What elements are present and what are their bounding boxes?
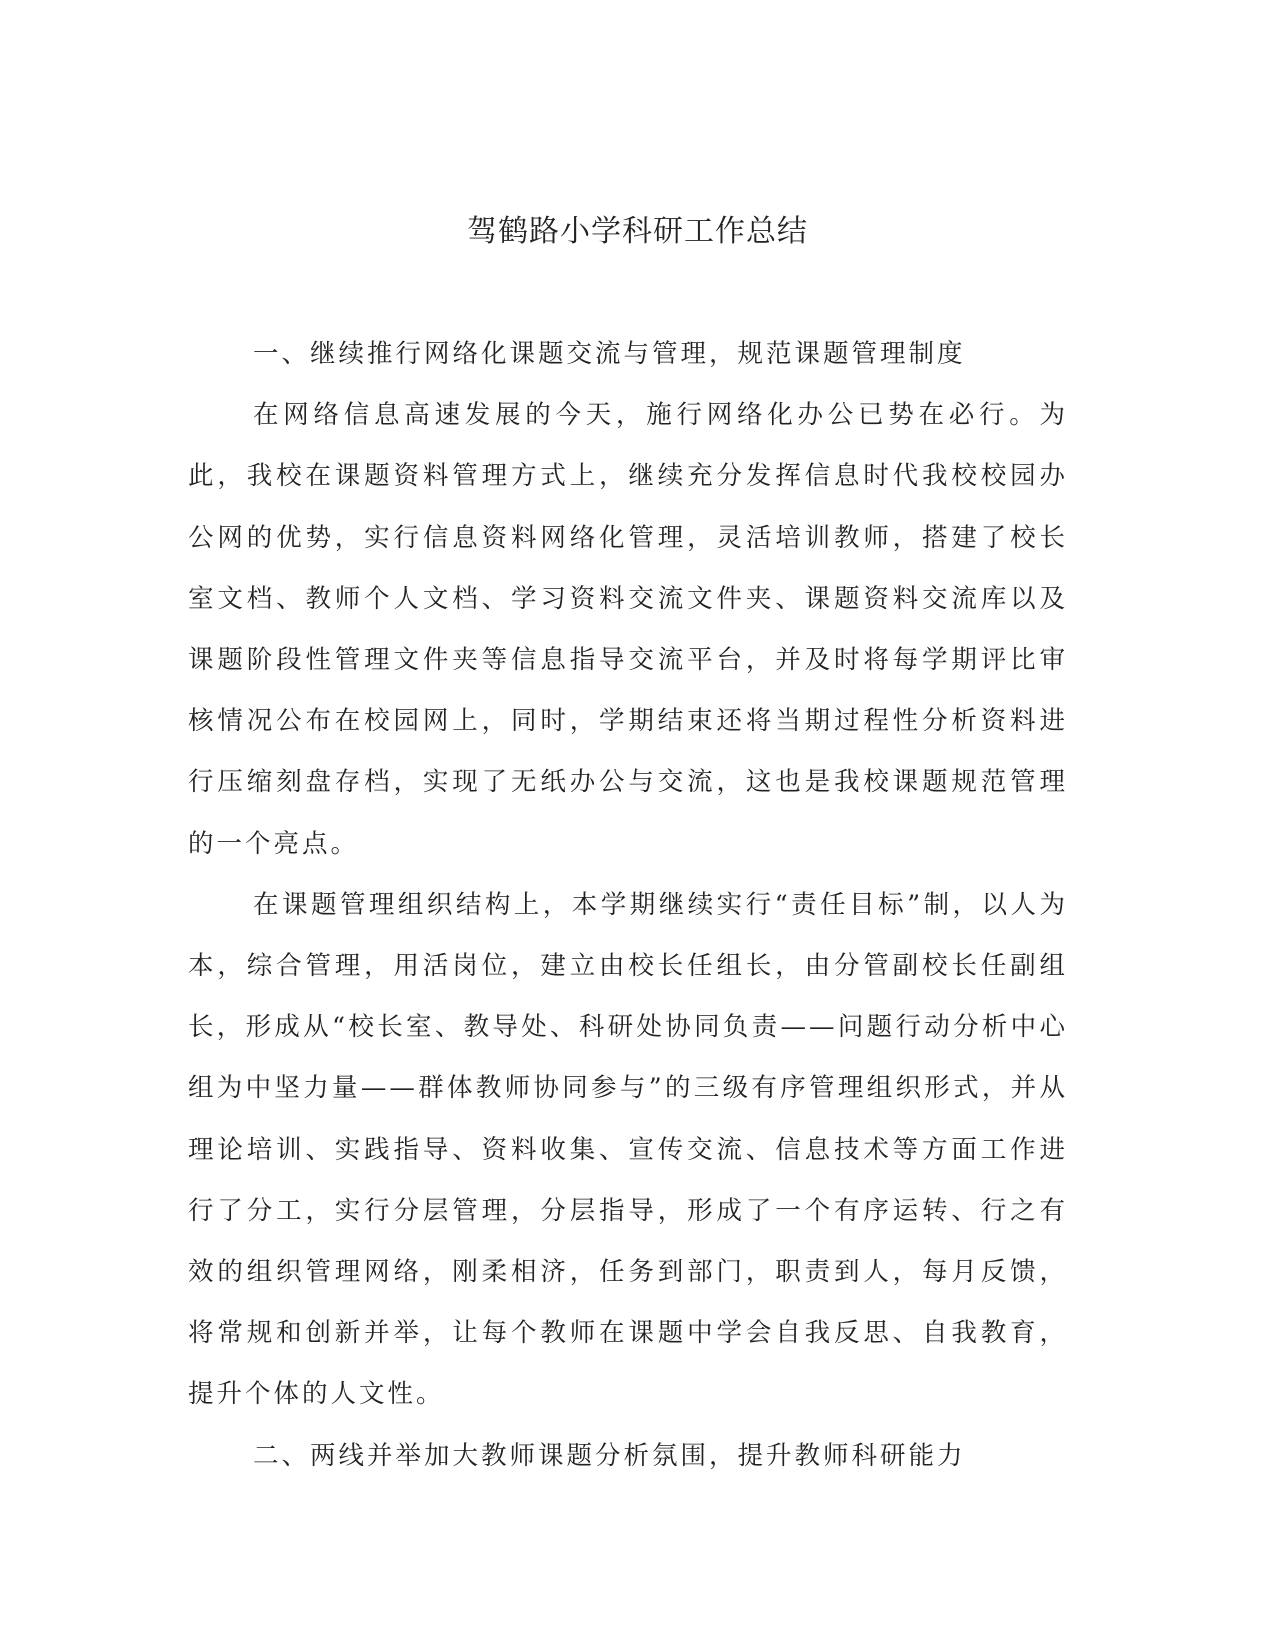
paragraph: 在课题管理组织结构上，本学期继续实行“责任目标”制，以人为本，综合管理，用活岗位，建立由校长任组长，由分管副校长任副组长，形成从“校长室、教导处、科研处协同负责——问题行动分析中心组为中坚力量——群体教师协同参与”的三级有序管理组织形式，并从理论培训、实践指导、资料收集、宣传交流、信息技术等方面工作进行了分工，实行分层管理，分层指导，形成了一个有序运转、行之有效的组织管理网络，刚柔相济，任务到部门，职责到人，每月反馈，将常规和创新并举，让每个教师在课题中学会自我反思、自我教育，提升个体的人文性。 bbox=[188, 889, 1068, 1410]
section-heading-2: 二、两线并举加大教师课题分析氛围，提升教师科研能力 bbox=[253, 1440, 966, 1471]
document-title: 驾鹤路小学科研工作总结 bbox=[467, 214, 808, 249]
paragraph: 在网络信息高速发展的今天，施行网络化办公已势在必行。为此，我校在课题资料管理方式上，继续充分发挥信息时代我校校园办公网的优势，实行信息资料网络化管理，灵活培训教师，搭建了校长室文档、教师个人文档、学习资料交流文件夹、课题资料交流库以及课题阶段性管理文件夹等信息指导交流平台，并及时将每学期评比审核情况公布在校园网上，同时，学期结束还将当期过程性分析资料进行压缩刻盘存档，实现了无纸办公与交流，这也是我校课题规范管理的一个亮点。 bbox=[188, 400, 1068, 859]
document-body bbox=[188, 324, 1068, 1487]
section-heading-1: 一、继续推行网络化课题交流与管理，规范课题管理制度 bbox=[253, 339, 966, 369]
